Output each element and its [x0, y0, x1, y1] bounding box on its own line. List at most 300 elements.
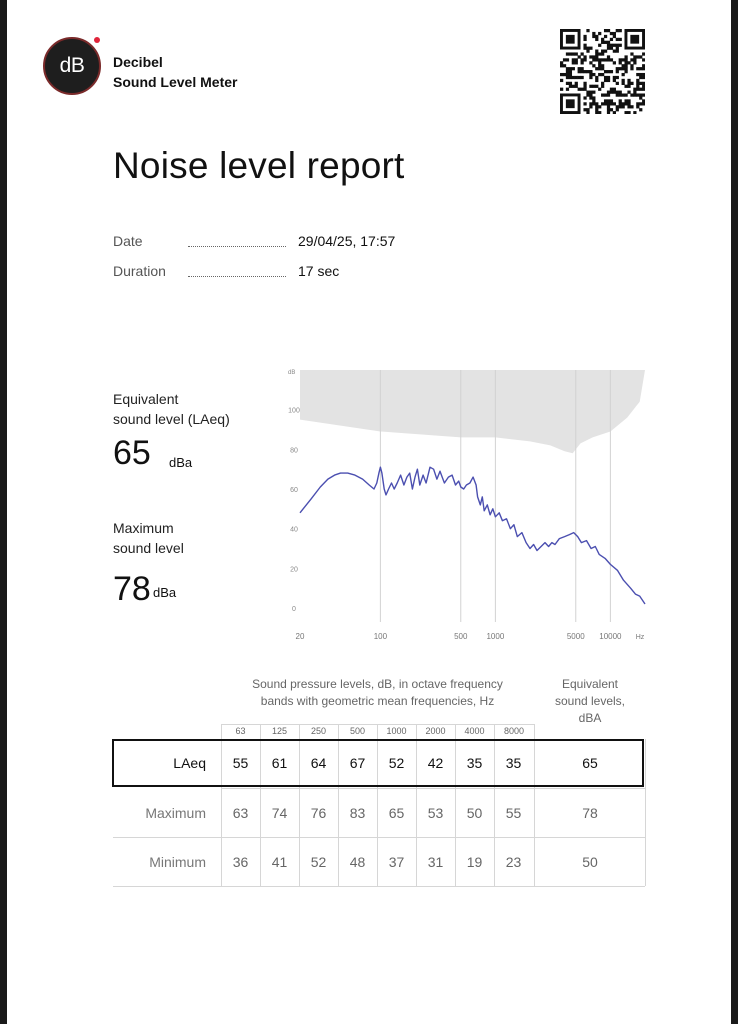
qr-module	[616, 70, 619, 73]
qr-module	[642, 85, 645, 88]
qr-module	[627, 61, 630, 64]
qr-module	[610, 44, 613, 47]
hearing-threshold-area	[300, 370, 645, 453]
qr-module	[607, 79, 610, 82]
table-cell: 35	[466, 755, 483, 771]
qr-module	[595, 35, 598, 38]
row-label: Maximum	[145, 805, 206, 821]
qr-module	[575, 58, 578, 61]
qr-module	[583, 102, 586, 105]
band-header-cell: 63	[235, 726, 246, 736]
qr-module	[633, 58, 636, 61]
qr-module	[569, 67, 572, 70]
qr-module	[598, 32, 601, 35]
qr-module	[601, 67, 604, 70]
qr-module	[616, 47, 619, 50]
qr-module	[610, 108, 613, 111]
qr-module	[601, 50, 604, 53]
qr-module	[583, 85, 586, 88]
qr-module	[624, 111, 627, 114]
table-cell: 36	[232, 854, 249, 870]
qr-module	[592, 35, 595, 38]
qr-module	[613, 88, 616, 91]
qr-module	[575, 82, 578, 85]
qr-module	[613, 91, 616, 94]
qr-module	[586, 47, 589, 50]
qr-module	[589, 61, 592, 64]
qr-module	[642, 99, 645, 102]
qr-module	[627, 102, 630, 105]
qr-module	[595, 52, 598, 55]
qr-module	[583, 96, 586, 99]
qr-module	[598, 44, 601, 47]
qr-module	[636, 55, 639, 58]
frequency-spectrum-chart	[278, 362, 650, 647]
qr-module	[639, 76, 642, 79]
qr-module	[601, 73, 604, 76]
qr-module	[563, 58, 566, 61]
qr-module	[595, 85, 598, 88]
qr-module	[622, 64, 625, 67]
table-cell-equivalent: 65	[582, 755, 598, 771]
qr-module	[642, 52, 645, 55]
qr-module	[627, 85, 630, 88]
qr-module	[578, 70, 581, 73]
row-label: Minimum	[149, 854, 206, 870]
qr-module	[592, 91, 595, 94]
table-grid-line	[645, 739, 646, 886]
max-label-line-1: Maximum	[113, 520, 174, 536]
logo-text: dB	[59, 54, 85, 77]
table-cell: 23	[505, 854, 522, 870]
qr-module	[633, 111, 636, 114]
qr-module	[616, 105, 619, 108]
qr-module	[624, 85, 627, 88]
qr-module	[639, 96, 642, 99]
laeq-label-line-1: Equivalent	[113, 391, 179, 407]
qr-module	[639, 73, 642, 76]
qr-module	[598, 111, 601, 114]
qr-module	[569, 85, 572, 88]
date-value: 29/04/25, 17:57	[298, 233, 396, 249]
qr-module	[613, 79, 616, 82]
qr-module	[639, 108, 642, 111]
laeq-stat-label	[113, 389, 230, 429]
qr-module	[572, 52, 575, 55]
qr-module	[610, 88, 613, 91]
qr-module	[630, 105, 633, 108]
qr-module	[592, 96, 595, 99]
band-header-cell: 500	[349, 726, 366, 736]
qr-module	[604, 102, 607, 105]
table-cell: 19	[466, 854, 483, 870]
qr-module	[604, 58, 607, 61]
table-cell: 74	[271, 805, 288, 821]
qr-module	[619, 105, 622, 108]
qr-module	[572, 67, 575, 70]
qr-module	[595, 58, 598, 61]
qr-module	[581, 67, 584, 70]
y-tick-label: 60	[290, 487, 298, 494]
qr-module	[592, 102, 595, 105]
qr-module	[601, 58, 604, 61]
qr-module	[604, 50, 607, 53]
qr-module	[604, 99, 607, 102]
qr-module	[636, 82, 639, 85]
qr-module	[607, 76, 610, 79]
table-cell: 65	[388, 805, 405, 821]
qr-module	[589, 105, 592, 108]
qr-module	[592, 99, 595, 102]
qr-module	[607, 44, 610, 47]
table-cell: 61	[271, 755, 288, 771]
qr-module	[595, 111, 598, 114]
logo-dot	[94, 37, 100, 43]
qr-module	[581, 76, 584, 79]
qr-module	[624, 64, 627, 67]
qr-module	[636, 79, 639, 82]
qr-module	[636, 93, 639, 96]
qr-module	[636, 105, 639, 108]
qr-module	[575, 85, 578, 88]
qr-module	[636, 67, 639, 70]
table-header-equivalent-line-2: sound levels,	[554, 694, 626, 708]
qr-module	[642, 73, 645, 76]
table-header-bands	[221, 676, 534, 710]
brand-name	[113, 52, 237, 92]
band-header-cell: 1000	[386, 726, 407, 736]
qr-module	[622, 93, 625, 96]
table-cell: 50	[466, 805, 483, 821]
qr-module	[619, 91, 622, 94]
max-label-line-2: sound level	[113, 540, 184, 556]
qr-module	[627, 79, 630, 82]
qr-module	[583, 35, 586, 38]
qr-module	[589, 85, 592, 88]
qr-module	[595, 67, 598, 70]
table-cell: 52	[310, 854, 327, 870]
qr-module	[601, 64, 604, 67]
qr-module	[619, 29, 622, 32]
qr-module	[592, 73, 595, 76]
qr-module	[616, 76, 619, 79]
qr-module	[604, 76, 607, 79]
laeq-label-line-2: sound level (LAeq)	[113, 411, 230, 427]
qr-module	[630, 64, 633, 67]
qr-module	[633, 91, 636, 94]
qr-module	[578, 76, 581, 79]
qr-module	[642, 88, 645, 91]
qr-module	[560, 79, 563, 82]
table-cell: 83	[349, 805, 366, 821]
qr-module	[598, 52, 601, 55]
qr-module	[627, 99, 630, 102]
qr-module	[566, 70, 569, 73]
qr-module	[595, 79, 598, 82]
table-cell: 35	[505, 755, 522, 771]
qr-module	[598, 61, 601, 64]
qr-module	[575, 76, 578, 79]
qr-module	[589, 91, 592, 94]
qr-module	[630, 58, 633, 61]
table-cell: 52	[388, 755, 405, 771]
qr-module	[616, 108, 619, 111]
qr-module	[575, 52, 578, 55]
qr-module	[589, 96, 592, 99]
qr-code-icon	[560, 29, 645, 114]
qr-module	[560, 64, 563, 67]
qr-module	[616, 38, 619, 41]
qr-module	[607, 29, 610, 32]
qr-module	[610, 38, 613, 41]
qr-module	[572, 85, 575, 88]
qr-module	[642, 93, 645, 96]
qr-module	[624, 61, 627, 64]
qr-module	[583, 70, 586, 73]
qr-module	[604, 70, 607, 73]
qr-module	[589, 102, 592, 105]
qr-module	[583, 55, 586, 58]
qr-module	[604, 41, 607, 44]
qr-module	[619, 102, 622, 105]
qr-module	[586, 50, 589, 53]
table-grid-line	[221, 788, 645, 789]
qr-module	[589, 55, 592, 58]
table-cell-equivalent: 78	[582, 805, 598, 821]
qr-module	[613, 35, 616, 38]
qr-module	[622, 73, 625, 76]
qr-module	[578, 55, 581, 58]
qr-module	[642, 58, 645, 61]
qr-module	[581, 70, 584, 73]
qr-module	[607, 102, 610, 105]
qr-module	[613, 50, 616, 53]
qr-module	[610, 70, 613, 73]
qr-module	[619, 93, 622, 96]
qr-module	[642, 82, 645, 85]
qr-module	[586, 70, 589, 73]
x-tick-label: 100	[373, 632, 388, 641]
qr-module	[595, 102, 598, 105]
qr-module	[610, 32, 613, 35]
qr-module	[569, 70, 572, 73]
qr-module	[633, 61, 636, 64]
x-tick-label: 1000	[486, 632, 505, 641]
qr-module	[619, 61, 622, 64]
qr-module	[624, 93, 627, 96]
qr-module	[589, 93, 592, 96]
qr-module	[642, 102, 645, 105]
qr-module	[598, 58, 601, 61]
qr-module	[569, 52, 572, 55]
qr-module	[583, 47, 586, 50]
qr-module	[566, 76, 569, 79]
y-tick-label: 40	[290, 526, 298, 534]
table-header-equivalent-line-3: dBA	[578, 711, 602, 725]
qr-module	[613, 102, 616, 105]
band-header-cell: 8000	[503, 726, 525, 736]
qr-module	[560, 73, 563, 76]
table-cell: 37	[388, 854, 405, 870]
qr-module	[619, 58, 622, 61]
qr-module	[583, 44, 586, 47]
qr-module	[569, 73, 572, 76]
table-cell: 64	[310, 755, 327, 771]
qr-module	[610, 102, 613, 105]
qr-module	[616, 50, 619, 53]
qr-module	[622, 102, 625, 105]
qr-module	[595, 76, 598, 79]
qr-module	[627, 111, 630, 114]
page-edge-right	[731, 0, 738, 1024]
qr-module	[589, 47, 592, 50]
qr-module	[566, 58, 569, 61]
x-tick-label: 10000	[599, 632, 622, 641]
qr-module	[592, 32, 595, 35]
qr-module	[581, 88, 584, 91]
report-title: Noise level report	[113, 145, 405, 186]
date-dots	[188, 246, 286, 247]
qr-module	[601, 102, 604, 105]
x-axis-unit: Hz	[635, 634, 645, 641]
table-header-equivalent-line-1: Equivalent	[561, 677, 619, 691]
qr-module	[583, 82, 586, 85]
qr-module	[598, 88, 601, 91]
qr-module	[592, 85, 595, 88]
qr-module	[566, 73, 569, 76]
laeq-stat-unit: dBa	[169, 455, 193, 470]
qr-module	[607, 108, 610, 111]
qr-module	[630, 67, 633, 70]
qr-module	[624, 102, 627, 105]
qr-module	[607, 41, 610, 44]
max-stat-value: 78	[113, 570, 151, 608]
qr-module	[581, 52, 584, 55]
table-grid-line	[113, 837, 645, 838]
qr-module	[624, 67, 627, 70]
band-header-cell: 250	[310, 726, 327, 736]
qr-module	[619, 67, 622, 70]
x-tick-label: 5000	[566, 632, 585, 641]
qr-module	[624, 55, 627, 58]
qr-module	[607, 91, 610, 94]
qr-module	[601, 85, 604, 88]
qr-module	[619, 38, 622, 41]
qr-module	[604, 35, 607, 38]
max-stat-label	[113, 518, 184, 558]
qr-module	[586, 108, 589, 111]
qr-module	[589, 70, 592, 73]
qr-module	[607, 99, 610, 102]
qr-module	[627, 82, 630, 85]
qr-module	[586, 29, 589, 32]
band-header-cell: 4000	[464, 726, 485, 736]
qr-module	[566, 52, 569, 55]
laeq-stat-value: 65	[113, 434, 151, 472]
qr-module	[572, 61, 575, 64]
qr-module	[592, 55, 595, 58]
x-tick-label: 20	[295, 632, 305, 641]
table-cell: 31	[427, 854, 444, 870]
qr-module	[581, 58, 584, 61]
qr-module	[563, 73, 566, 76]
qr-module	[624, 70, 627, 73]
row-label: LAeq	[173, 755, 206, 771]
qr-module	[636, 88, 639, 91]
y-axis-label: dB	[288, 370, 296, 376]
qr-module	[569, 82, 572, 85]
date-label: Date	[113, 233, 143, 249]
y-tick-label: 20	[290, 566, 298, 574]
qr-module	[601, 41, 604, 44]
duration-dots	[188, 276, 286, 277]
table-cell: 63	[232, 805, 249, 821]
qr-module	[622, 105, 625, 108]
qr-finder-core	[630, 35, 639, 44]
qr-module	[598, 73, 601, 76]
x-tick-label: 500	[454, 632, 468, 641]
qr-module	[569, 76, 572, 79]
qr-module	[642, 76, 645, 79]
table-cell: 55	[505, 805, 522, 821]
qr-module	[601, 93, 604, 96]
qr-module	[616, 91, 619, 94]
qr-module	[583, 88, 586, 91]
qr-module	[607, 58, 610, 61]
qr-module	[566, 88, 569, 91]
qr-module	[613, 76, 616, 79]
qr-module	[622, 58, 625, 61]
qr-module	[619, 99, 622, 102]
qr-module	[642, 67, 645, 70]
table-cell: 53	[427, 805, 444, 821]
qr-module	[607, 55, 610, 58]
qr-module	[616, 29, 619, 32]
spectrum-series-line	[300, 467, 645, 604]
qr-module	[607, 70, 610, 73]
qr-module	[583, 38, 586, 41]
qr-module	[633, 93, 636, 96]
qr-module	[583, 108, 586, 111]
qr-module	[616, 93, 619, 96]
qr-module	[610, 99, 613, 102]
brand-line-1: Decibel	[113, 54, 163, 70]
qr-module	[607, 93, 610, 96]
qr-module	[572, 58, 575, 61]
qr-module	[630, 82, 633, 85]
qr-module	[622, 79, 625, 82]
qr-module	[639, 102, 642, 105]
qr-module	[592, 58, 595, 61]
qr-module	[607, 111, 610, 114]
band-header-cell: 2000	[425, 726, 446, 736]
table-cell: 41	[271, 854, 288, 870]
qr-module	[616, 67, 619, 70]
qr-finder-core	[566, 99, 575, 108]
table-header-bands-line-2: bands with geometric mean frequencies, Hz	[260, 694, 495, 708]
qr-module	[636, 73, 639, 76]
qr-module	[601, 82, 604, 85]
qr-finder-core	[566, 35, 575, 44]
qr-module	[613, 44, 616, 47]
qr-module	[624, 99, 627, 102]
qr-module	[627, 91, 630, 94]
qr-module	[642, 64, 645, 67]
qr-module	[639, 88, 642, 91]
qr-module	[598, 64, 601, 67]
qr-module	[630, 52, 633, 55]
qr-module	[613, 32, 616, 35]
